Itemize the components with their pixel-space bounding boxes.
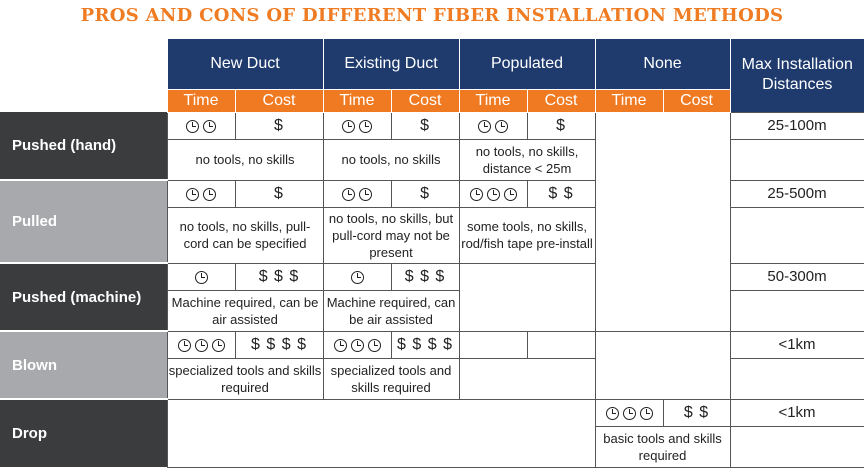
- time-cell: [167, 331, 235, 358]
- corner-blank: [0, 39, 167, 112]
- empty-cell: [459, 358, 595, 399]
- clock-icon: [487, 188, 500, 201]
- subheader-time: Time: [323, 89, 391, 112]
- clock-icon: [334, 339, 347, 352]
- subheader-cost: Cost: [527, 89, 595, 112]
- cost-cell: $ $ $: [391, 263, 459, 290]
- clock-icon: [186, 120, 199, 133]
- subheader-cost: Cost: [663, 89, 730, 112]
- note-cell: no tools, no skills: [323, 139, 459, 180]
- clock-icon: [195, 339, 208, 352]
- clock-icon: [470, 188, 483, 201]
- empty-cell: [730, 207, 864, 263]
- empty-cell: [595, 331, 730, 399]
- row-label-pushed-hand: Pushed (hand): [0, 112, 167, 180]
- note-cell: no tools, no skills: [167, 139, 323, 180]
- subheader-cost: Cost: [235, 89, 323, 112]
- clock-icon: [606, 407, 619, 420]
- clock-icon: [368, 339, 381, 352]
- time-cell: [167, 263, 235, 290]
- empty-cell: [730, 426, 864, 467]
- time-cell: [323, 263, 391, 290]
- clock-icon: [478, 120, 491, 133]
- subheader-time: Time: [167, 89, 235, 112]
- clock-icon: [178, 339, 191, 352]
- empty-cell: [459, 263, 595, 331]
- clock-icon: [504, 188, 517, 201]
- note-cell: Machine required, can be air assisted: [167, 290, 323, 331]
- clock-icon: [342, 188, 355, 201]
- empty-cell: [527, 331, 595, 358]
- max-distance-cell: 50-300m: [730, 263, 864, 290]
- note-cell: basic tools and skills required: [595, 426, 730, 467]
- subheader-time: Time: [459, 89, 527, 112]
- comparison-table: [0, 39, 864, 475]
- time-cell: [323, 331, 391, 358]
- page-title: PROS AND CONS OF DIFFERENT FIBER INSTALLATION METHODS: [80, 5, 784, 26]
- clock-icon: [342, 120, 355, 133]
- clock-icon: [640, 407, 653, 420]
- clock-icon: [351, 339, 364, 352]
- time-cell: [323, 112, 391, 139]
- clock-icon: [359, 120, 372, 133]
- clock-icon: [351, 271, 364, 284]
- cost-cell: $ $ $ $: [235, 331, 323, 358]
- clock-icon: [186, 188, 199, 201]
- row-label-pushed-machine: Pushed (machine): [0, 263, 167, 331]
- cost-cell: $: [235, 180, 323, 207]
- max-distance-cell: <1km: [730, 399, 864, 426]
- clock-icon: [495, 120, 508, 133]
- empty-cell: [595, 112, 730, 331]
- note-cell: no tools, no skills, but pull-cord may not be present: [323, 207, 459, 263]
- cost-cell: $ $ $ $: [391, 331, 459, 358]
- empty-cell: [730, 139, 864, 180]
- max-distance-cell: 25-500m: [730, 180, 864, 207]
- note-cell: some tools, no skills, rod/fish tape pre-install: [459, 207, 595, 263]
- time-cell: [595, 399, 663, 426]
- header-none: None: [595, 39, 730, 89]
- note-cell: specialized tools and skills required: [167, 358, 323, 399]
- max-distance-cell: <1km: [730, 331, 864, 358]
- clock-icon: [195, 271, 208, 284]
- time-cell: [167, 180, 235, 207]
- empty-cell: [730, 358, 864, 399]
- note-cell: no tools, no skills, distance < 25m: [459, 139, 595, 180]
- note-cell: Machine required, can be air assisted: [323, 290, 459, 331]
- time-cell: [459, 112, 527, 139]
- time-cell: [459, 180, 527, 207]
- header-max-distances: Max Installation Distances: [730, 39, 864, 112]
- subheader-cost: Cost: [391, 89, 459, 112]
- max-distance-cell: 25-100m: [730, 112, 864, 139]
- time-cell: [167, 112, 235, 139]
- empty-cell: [167, 399, 595, 467]
- cost-cell: $ $ $: [235, 263, 323, 290]
- clock-icon: [203, 120, 216, 133]
- row-label-pulled: Pulled: [0, 180, 167, 263]
- empty-cell: [730, 290, 864, 331]
- clock-icon: [212, 339, 225, 352]
- time-cell: [323, 180, 391, 207]
- clock-icon: [359, 188, 372, 201]
- cost-cell: $: [391, 180, 459, 207]
- row-label-blown: Blown: [0, 331, 167, 399]
- note-cell: no tools, no skills, pull-cord can be specified: [167, 207, 323, 263]
- row-label-drop: Drop: [0, 399, 167, 467]
- clock-icon: [203, 188, 216, 201]
- header-existing-duct: Existing Duct: [323, 39, 459, 89]
- empty-cell: [459, 331, 527, 358]
- cost-cell: $ $: [663, 399, 730, 426]
- clock-icon: [623, 407, 636, 420]
- cost-cell: $: [235, 112, 323, 139]
- subheader-time: Time: [595, 89, 663, 112]
- cost-cell: $ $: [527, 180, 595, 207]
- cost-cell: $: [527, 112, 595, 139]
- header-new-duct: New Duct: [167, 39, 323, 89]
- header-populated: Populated: [459, 39, 595, 89]
- cost-cell: $: [391, 112, 459, 139]
- note-cell: specialized tools and skills required: [323, 358, 459, 399]
